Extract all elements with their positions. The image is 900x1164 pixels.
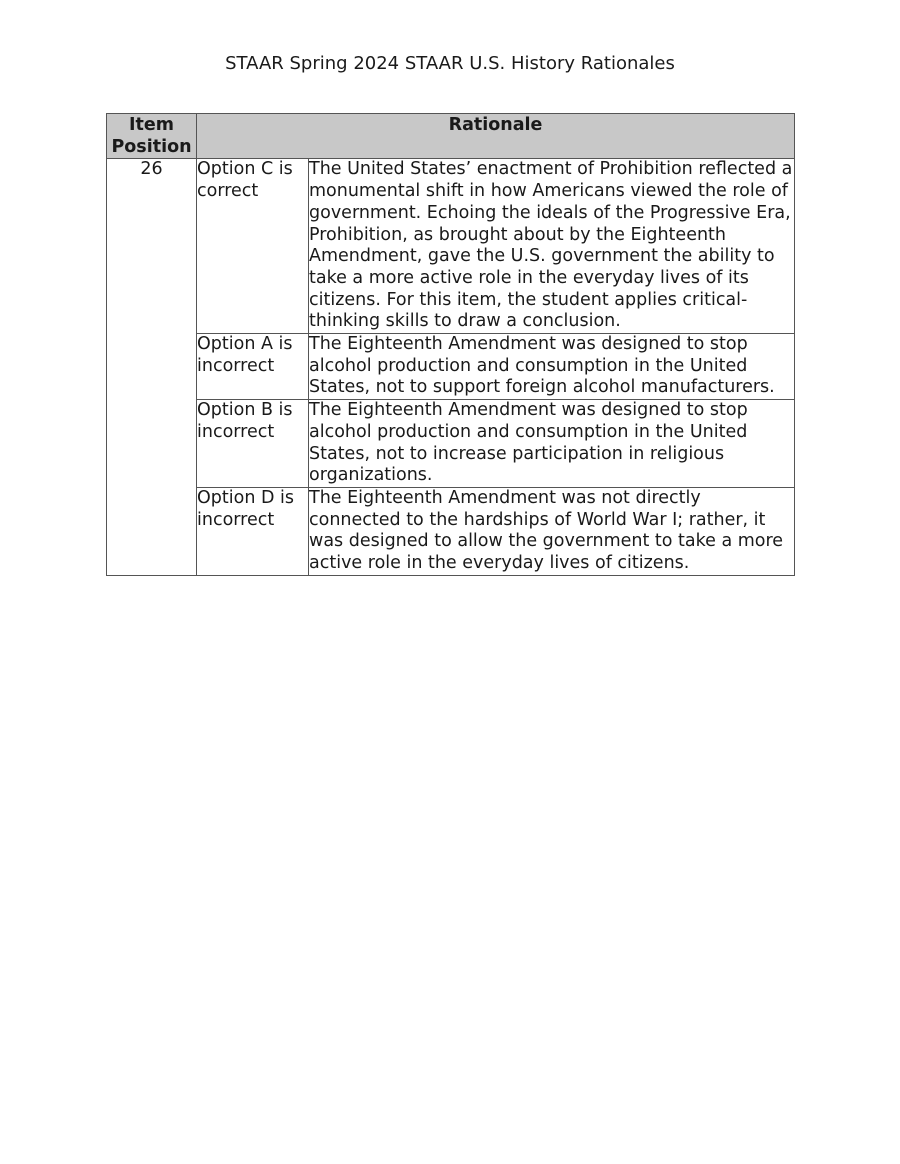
- option-explanation: The Eighteenth Amendment was not directly connected to the hardships of World War I; rather, it was designed to allow the government to take a more active role in the everyday lives of citizens.: [309, 487, 795, 575]
- item-position-cell: 26: [107, 159, 197, 575]
- rationale-table: [106, 113, 795, 576]
- option-label: Option A is incorrect: [197, 334, 309, 400]
- table-header-row: [107, 114, 795, 159]
- option-label: Option B is incorrect: [197, 400, 309, 488]
- table-row: [107, 400, 795, 488]
- option-label: Option D is incorrect: [197, 487, 309, 575]
- table-row: [107, 159, 795, 334]
- option-explanation: The United States’ enactment of Prohibition reflected a monumental shift in how Americans viewed the role of government. Echoing the ideals of the Progressive Era, Prohibition, as brought about by the Eighteenth Amendment, gave the U.S. government the ability to take a more active role in the everyday lives of its citizens. For this item, the student applies critical-thinking skills to draw a conclusion.: [309, 159, 795, 334]
- item-position-header-line1: Item: [129, 115, 174, 135]
- item-position-header-line2: Position: [111, 136, 192, 157]
- option-label: Option C is correct: [197, 159, 309, 334]
- item-position-header: [107, 114, 197, 159]
- option-explanation: The Eighteenth Amendment was designed to stop alcohol production and consumption in the United States, not to support foreign alcohol manufacturers.: [309, 334, 795, 400]
- page-title: STAAR Spring 2024 STAAR U.S. History Rationales: [225, 53, 675, 74]
- option-explanation: The Eighteenth Amendment was designed to stop alcohol production and consumption in the United States, not to increase participation in religious organizations.: [309, 400, 795, 488]
- table-row: [107, 487, 795, 575]
- table-row: [107, 334, 795, 400]
- rationale-header: Rationale: [197, 114, 795, 159]
